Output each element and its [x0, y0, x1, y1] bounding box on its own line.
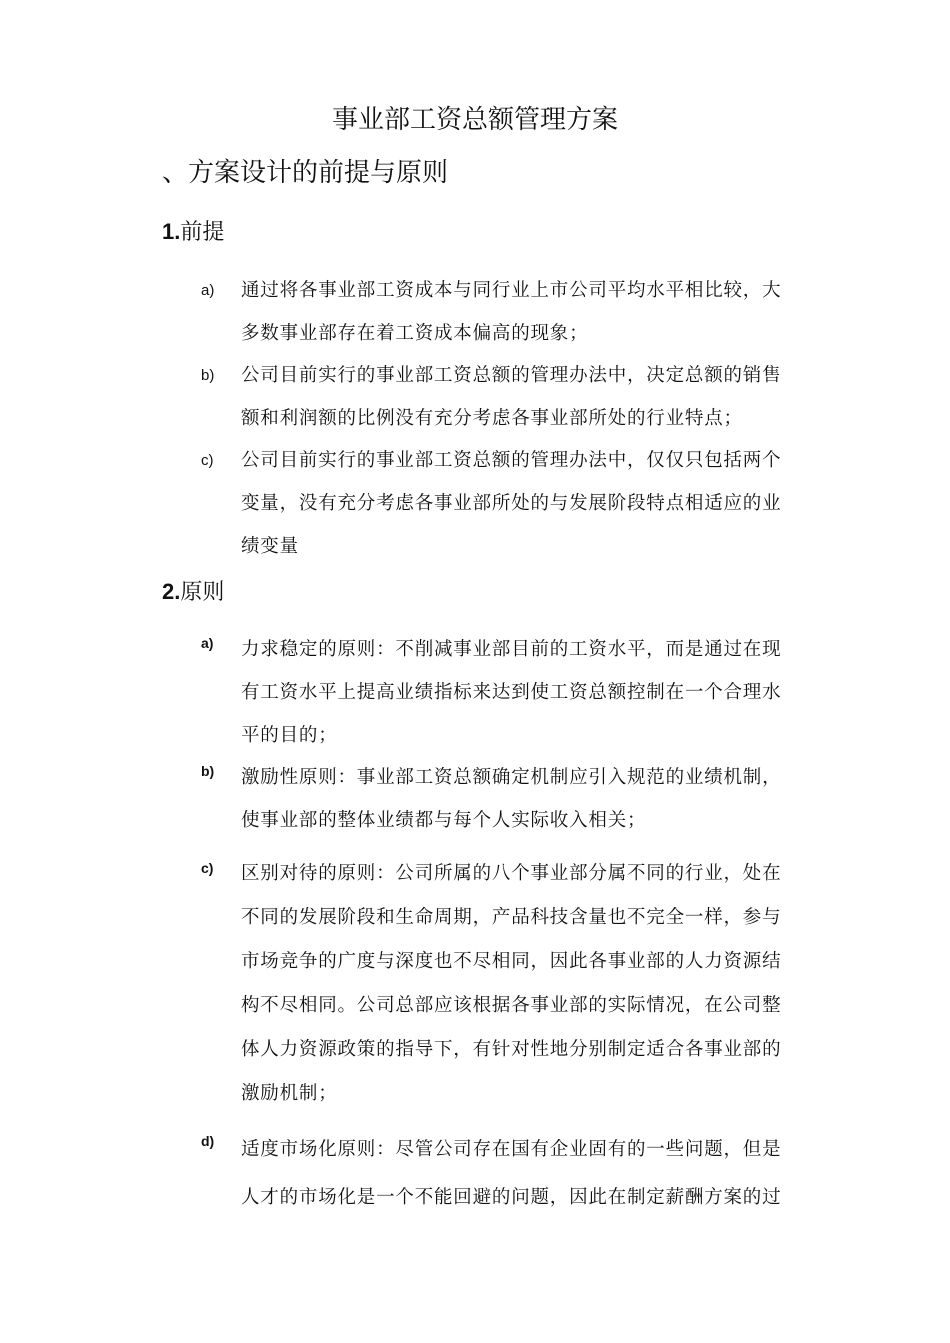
premise-item-c: [241, 439, 806, 568]
principle-item-b-line-2: 使事业部的整体业绩都与每个人实际收入相关；: [241, 810, 647, 831]
principle-item-c-line-3: 市场竞争的广度与深度也不尽相同，因此各事业部的人力资源结: [241, 951, 782, 972]
principle-item-d-marker: d): [201, 1133, 215, 1149]
premise-item-a-marker: a): [201, 282, 215, 299]
principle-item-d-line-1: 适度市场化原则：尽管公司存在国有企业固有的一些问题，但是: [241, 1139, 782, 1160]
principle-item-c-line-6: 激励机制；: [241, 1083, 338, 1104]
premise-item-c-line-3: 绩变量: [241, 536, 299, 557]
premise-heading: [162, 217, 224, 248]
principle-item-c-marker: c): [201, 860, 214, 876]
premise-label: 前提: [180, 220, 225, 245]
principle-item-a: [241, 628, 806, 757]
principle-item-c-line-1: 区别对待的原则：公司所属的八个事业部分属不同的行业，处在: [241, 863, 782, 884]
principle-item-d: [241, 1126, 806, 1222]
premise-item-c-marker: c): [201, 452, 214, 469]
principle-item-b-line-1: 激励性原则：事业部工资总额确定机制应引入规范的业绩机制，: [241, 767, 782, 788]
principle-item-a-line-3: 平的目的；: [241, 725, 338, 746]
principle-item-d-line-2: 人才的市场化是一个不能回避的问题，因此在制定薪酬方案的过: [241, 1187, 782, 1208]
principles-heading: [162, 577, 224, 608]
premise-item-a-line-2: 多数事业部存在着工资成本偏高的现象；: [241, 323, 589, 344]
section-heading: 、方案设计的前提与原则: [162, 158, 449, 188]
premise-item-b-marker: b): [201, 367, 215, 384]
principle-item-c-line-2: 不同的发展阶段和生命周期，产品科技含量也不完全一样，参与: [241, 907, 782, 928]
principle-item-a-line-2: 有工资水平上提高业绩指标来达到使工资总额控制在一个合理水: [241, 682, 782, 703]
principle-item-c: [241, 852, 806, 1116]
principle-item-a-marker: a): [201, 635, 214, 651]
premise-item-c-line-1: 公司目前实行的事业部工资总额的管理办法中，仅仅只包括两个: [241, 450, 782, 471]
principle-item-b-marker: b): [201, 763, 215, 779]
premise-item-b-line-2: 额和利润额的比例没有充分考虑各事业部所处的行业特点；: [241, 408, 743, 429]
document-title: 事业部工资总额管理方案: [331, 105, 618, 135]
principles-number: 2.: [162, 579, 181, 604]
principle-item-c-line-5: 体人力资源政策的指导下，有针对性地分别制定适合各事业部的: [241, 1039, 782, 1060]
premise-item-a: [241, 269, 806, 355]
premise-number: 1.: [162, 219, 181, 244]
principle-item-a-line-1: 力求稳定的原则：不削减事业部目前的工资水平，而是通过在现: [241, 639, 782, 660]
premise-item-b-line-1: 公司目前实行的事业部工资总额的管理办法中，决定总额的销售: [241, 365, 782, 386]
premise-item-c-line-2: 变量，没有充分考虑各事业部所处的与发展阶段特点相适应的业: [241, 493, 782, 514]
premise-item-b: [241, 354, 806, 440]
premise-item-a-line-1: 通过将各事业部工资成本与同行业上市公司平均水平相比较，大: [241, 280, 782, 301]
principle-item-c-line-4: 构不尽相同。公司总部应该根据各事业部的实际情况，在公司整: [241, 995, 782, 1016]
principle-item-b: [241, 756, 806, 842]
principles-label: 原则: [180, 580, 225, 605]
